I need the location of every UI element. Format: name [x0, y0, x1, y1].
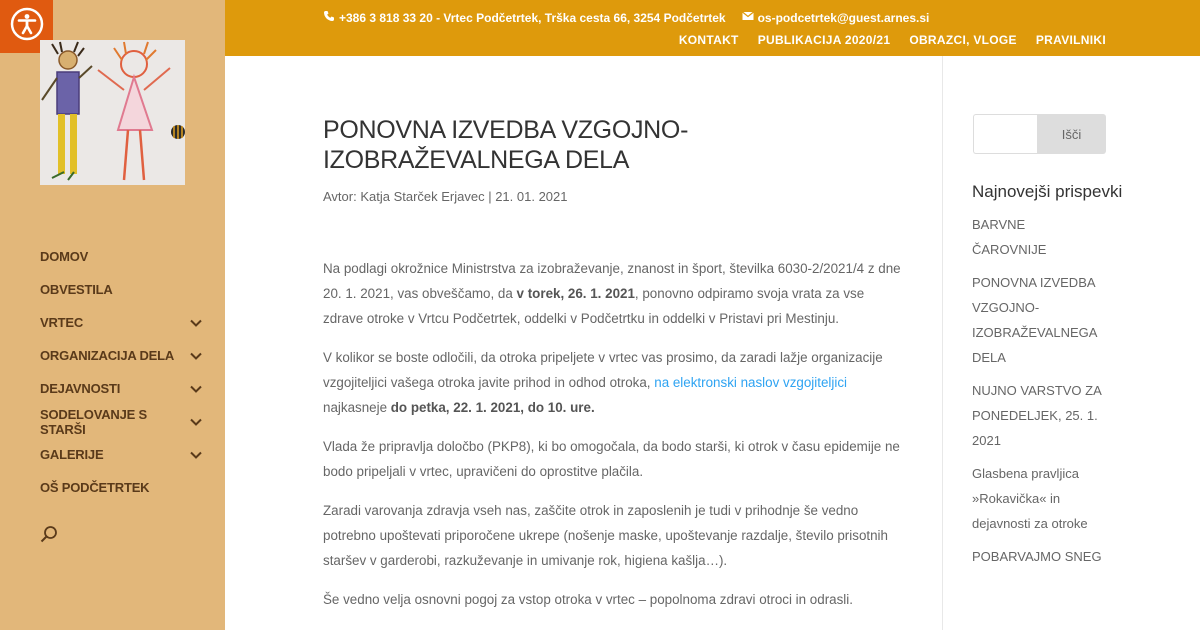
post-content-area: [323, 115, 903, 626]
paragraph: Vlada že pripravlja določbo (PKP8), ki bo omogočala, da bodo starši, ki otrok v času epidemije ne bodo pripeljali v vrtec, upravičeni do oprostitve plačila.: [323, 439, 900, 479]
top-nav: [679, 33, 1106, 47]
menu-item-os-podcetrtek[interactable]: [40, 471, 210, 504]
paragraph: [323, 256, 903, 331]
sidebar-search: [40, 526, 190, 546]
paragraph-text: , ponovno odpiramo svoja vrata za vse zdrave otroke v Vrtcu Podčetrtek, oddelki v Podčetrtku in oddelki v Pristavi pri Mestinju.: [323, 286, 865, 326]
chevron-down-icon[interactable]: [190, 383, 202, 395]
email-text: os-podcetrtek@guest.arnes.si: [757, 10, 930, 25]
menu-item-organizacija-dela[interactable]: [40, 339, 210, 372]
content-divider: [942, 56, 943, 630]
paragraph: [323, 345, 903, 420]
recent-post-link[interactable]: BARVNE ČAROVNIJE: [972, 217, 1047, 257]
nav-kontakt[interactable]: KONTAKT: [678, 33, 739, 47]
nav-publikacija[interactable]: PUBLIKACIJA 2020/21: [757, 33, 891, 47]
accessibility-icon: [10, 7, 44, 46]
emphasis-text: do petka, 22. 1. 2021, do 10. ure.: [390, 400, 595, 415]
menu-item-obvestila[interactable]: [40, 273, 210, 306]
menu-item-label: OBVESTILA: [40, 282, 113, 297]
paragraph-text: V kolikor se boste odločili, da otroka pripeljete v vrtec vas prosimo, da zaradi lažje organizacije vzgojiteljici vašega otroka javite prihod in odhod otroka,: [323, 350, 883, 390]
menu-item-label: DEJAVNOSTI: [40, 381, 121, 396]
recent-post-link[interactable]: NUJNO VARSTVO ZA PONEDELJEK, 25. 1. 2021: [972, 383, 1102, 448]
menu-item-dejavnosti[interactable]: [40, 372, 210, 405]
recent-post-link[interactable]: Glasbena pravljica »Rokavička« in dejavnosti za otroke: [972, 466, 1088, 531]
recent-post-link[interactable]: POBARVAJMO SNEG: [972, 549, 1102, 564]
search-icon[interactable]: [40, 525, 58, 548]
menu-item-domov[interactable]: [40, 240, 210, 273]
envelope-icon: [742, 10, 758, 25]
post-meta: Avtor: Katja Starček Erjavec | 21. 01. 2021: [323, 189, 568, 204]
emphasis-text: v torek, 26. 1. 2021: [516, 286, 635, 301]
paragraph: Še vedno velja osnovni pogoj za vstop otroka v vrtec – popolnoma zdravi otroci in odrasli.: [323, 592, 853, 607]
phone-icon: [323, 10, 339, 25]
email-link[interactable]: [742, 10, 930, 25]
post-body: [323, 256, 903, 612]
menu-item-label: DOMOV: [40, 249, 89, 264]
left-sidebar: [0, 0, 225, 630]
widget-search-input[interactable]: [973, 114, 1037, 154]
chevron-down-icon[interactable]: [190, 449, 202, 461]
paragraph-text: najkasneje: [323, 400, 391, 415]
sidebar-search-input[interactable]: [64, 529, 184, 544]
chevron-down-icon[interactable]: [190, 317, 202, 329]
paragraph-text: Na podlagi okrožnice Ministrstva za izobraževanje, znanost in šport, številka 6030-2/2021/4 z dne 20. 1. 2021, vas obveščamo, da: [323, 261, 901, 301]
chevron-down-icon[interactable]: [190, 416, 202, 428]
menu-item-sodelovanje-s-starsi[interactable]: [40, 405, 210, 438]
contact-line: [323, 10, 929, 25]
email-teacher-link[interactable]: na elektronski naslov vzgojiteljici: [654, 375, 848, 390]
contact-text: +386 3 818 33 20 - Vrtec Podčetrtek, Trška cesta 66, 3254 Podčetrtek: [339, 10, 726, 25]
main-menu: [40, 240, 210, 504]
post-title: PONOVNA IZVEDBA VZGOJNO-IZOBRAŽEVALNEGA DELA: [323, 116, 689, 174]
nav-pravilniki[interactable]: PRAVILNIKI: [1035, 33, 1106, 47]
recent-posts-title: Najnovejši prispevki: [972, 182, 1123, 201]
menu-item-label: ORGANIZACIJA DELA: [40, 348, 175, 363]
chevron-down-icon[interactable]: [190, 350, 202, 362]
paragraph: Zaradi varovanja zdravja vseh nas, zaščite otrok in zaposlenih je tudi v prihodnje še vedno potrebno upoštevati priporočene ukrepe (nošenje maske, upoštevanje razdalje, število prisotnih staršev v garderobi, razkuževanje in umivanje rok, higiena kašlja…).: [323, 503, 888, 568]
menu-item-label: VRTEC: [40, 315, 84, 330]
menu-item-label: SODELOVANJE S STARŠI: [40, 406, 147, 437]
menu-item-label: GALERIJE: [40, 447, 104, 462]
menu-item-galerije[interactable]: [40, 438, 210, 471]
search-button[interactable]: Išči: [1037, 114, 1106, 154]
site-logo[interactable]: [40, 40, 185, 185]
recent-post-link[interactable]: PONOVNA IZVEDBA VZGOJNO-IZOBRAŽEVALNEGA DELA: [972, 275, 1097, 365]
nav-obrazci-vloge[interactable]: OBRAZCI, VLOGE: [909, 33, 1017, 47]
top-header: [225, 0, 1200, 56]
widget-search: [973, 114, 1106, 154]
menu-item-vrtec[interactable]: [40, 306, 210, 339]
recent-posts-list: [972, 212, 1102, 577]
menu-item-label: OŠ PODČETRTEK: [40, 480, 150, 495]
